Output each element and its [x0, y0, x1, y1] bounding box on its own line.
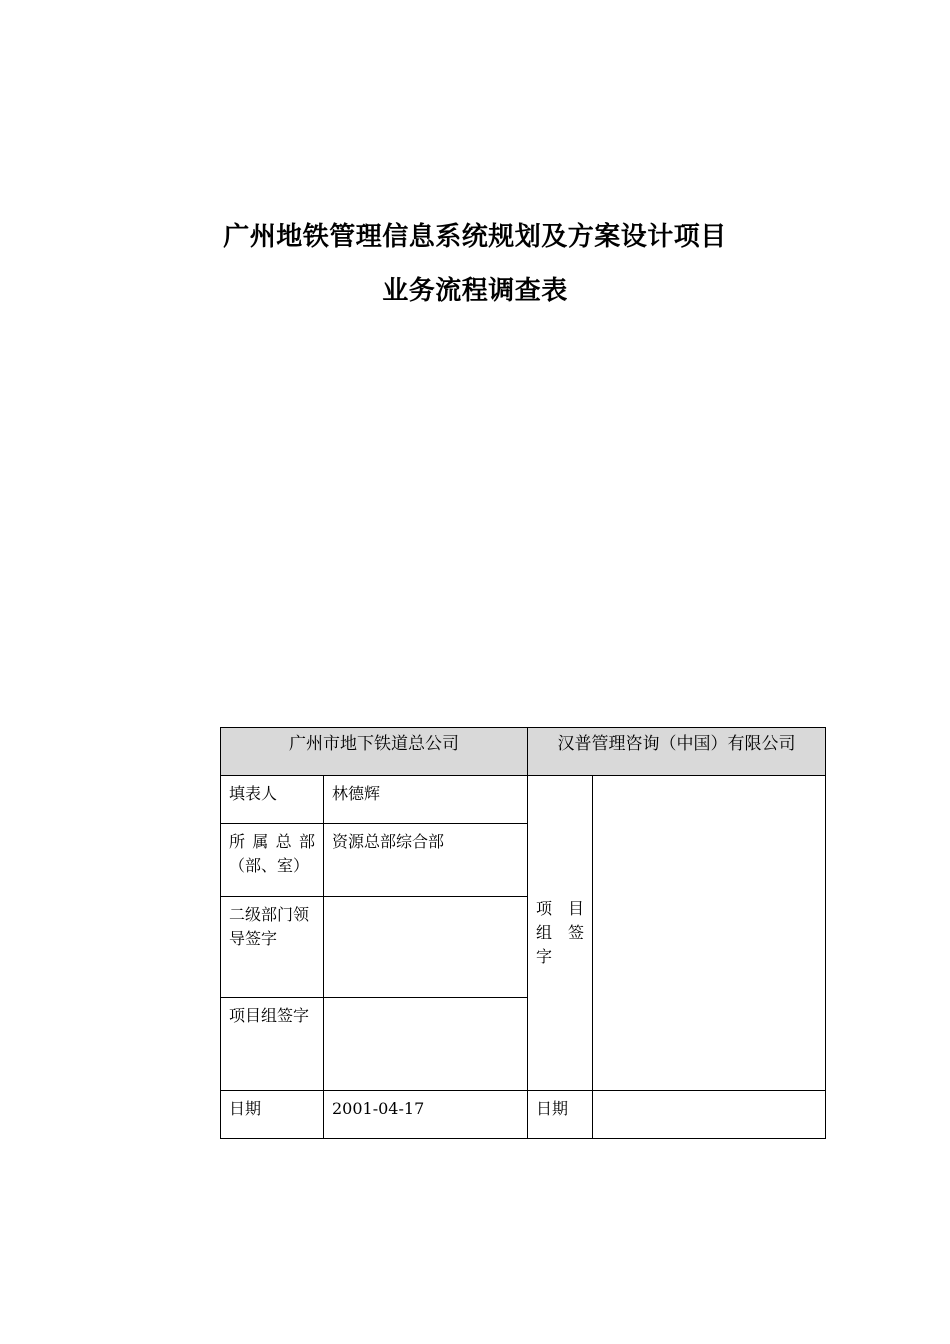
project-sign-label: 项目组签字	[221, 998, 324, 1091]
document-subtitle: 业务流程调查表	[382, 276, 568, 306]
header-consultant-company: 汉普管理咨询（中国）有限公司	[528, 728, 826, 776]
leader-sign-value	[324, 897, 528, 998]
right-sign-value	[593, 776, 826, 1091]
right-sign-char: 字	[536, 947, 553, 966]
right-sign-char: 签	[567, 923, 584, 942]
leader-sign-label-line2: 导签字	[229, 929, 278, 948]
document-title: 广州地铁管理信息系统规划及方案设计项目	[223, 222, 727, 252]
filler-label: 填表人	[221, 776, 324, 824]
survey-form-table	[220, 727, 826, 1139]
dept-value: 资源总部综合部	[324, 824, 528, 897]
leader-sign-label-line1: 二级部门领	[229, 905, 310, 924]
date-value-right	[593, 1091, 826, 1139]
filler-value: 林德辉	[324, 776, 528, 824]
right-sign-char: 组	[536, 923, 553, 942]
dept-label-line2: （部、室）	[229, 856, 310, 875]
date-value-left: 2001-04-17	[324, 1091, 528, 1139]
date-label-right: 日期	[528, 1091, 593, 1139]
right-sign-char: 目	[567, 899, 584, 918]
right-sign-label-cell	[528, 776, 593, 1091]
dept-label	[221, 824, 324, 897]
date-label-left: 日期	[221, 1091, 324, 1139]
right-sign-char: 项	[536, 899, 553, 918]
project-sign-value	[324, 998, 528, 1091]
dept-label-line1: 所 属 总 部	[229, 832, 315, 851]
header-client-company: 广州市地下铁道总公司	[221, 728, 528, 776]
leader-sign-label	[221, 897, 324, 998]
